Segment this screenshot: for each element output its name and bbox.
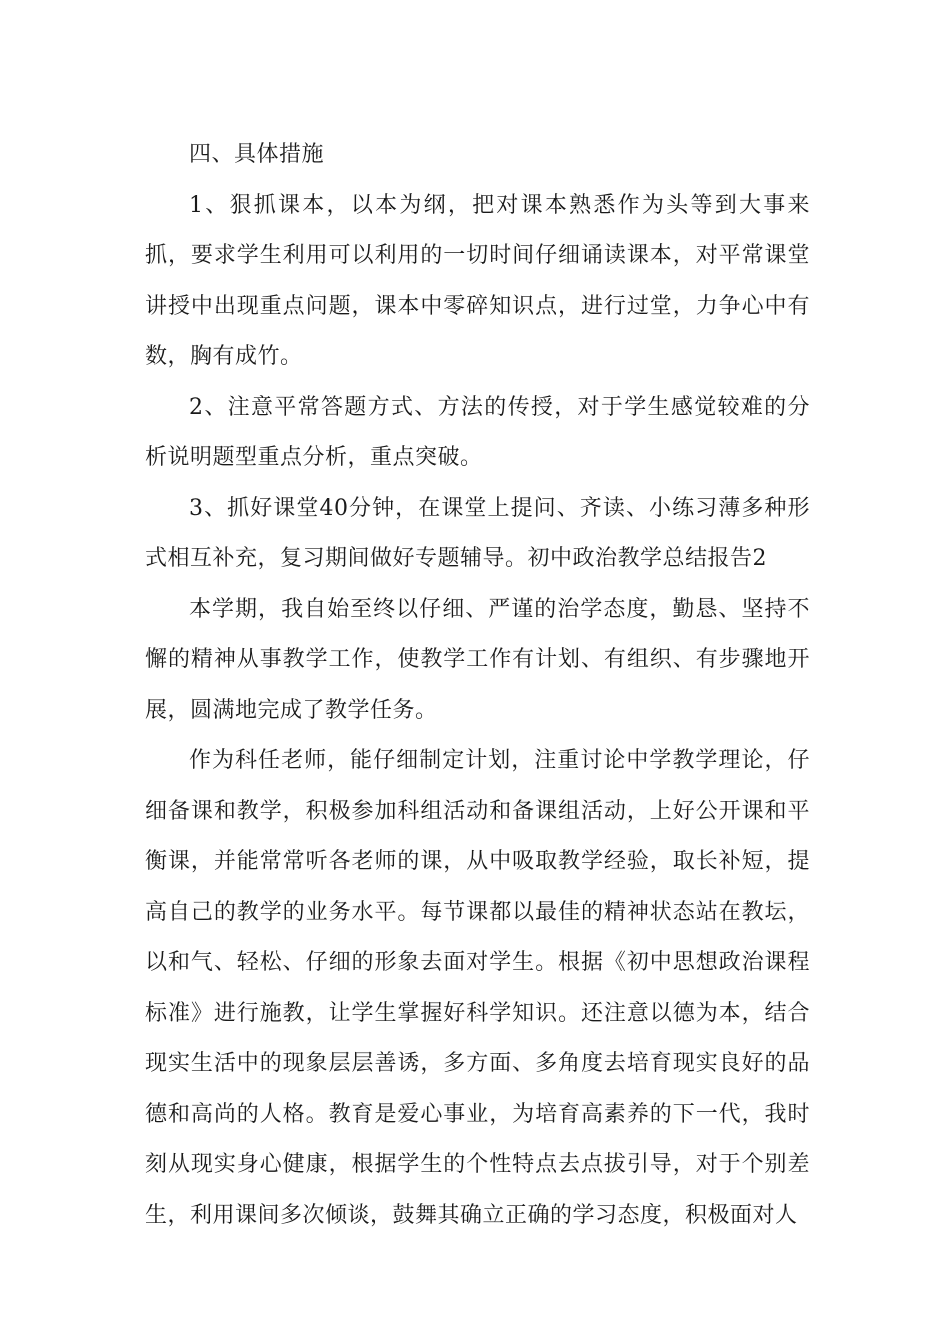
paragraph: 3、抓好课堂40分钟，在课堂上提问、齐读、小练习薄多种形式相互补充，复习期间做好专题辅导。初中政治教学总结报告2: [145, 495, 810, 571]
paragraph: 1、狠抓课本，以本为纲，把对课本熟悉作为头等到大事来抓，要求学生利用可以利用的一切时间仔细诵读课本，对平常课堂讲授中出现重点问题，课本中零碎知识点，进行过堂，力争心中有数，胸有成竹。: [145, 192, 810, 369]
document-body: [145, 130, 810, 1241]
paragraph: 2、注意平常答题方式、方法的传授，对于学生感觉较难的分析说明题型重点分析，重点突破。: [145, 394, 810, 470]
section-heading: 四、具体措施: [189, 142, 325, 167]
paragraph: 本学期，我自始至终以仔细、严谨的治学态度，勤恳、坚持不懈的精神从事教学工作，使教学工作有计划、有组织、有步骤地开展，圆满地完成了教学任务。: [145, 596, 810, 723]
paragraph: 作为科任老师，能仔细制定计划，注重讨论中学教学理论，仔细备课和教学，积极参加科组活动和备课组活动，上好公开课和平衡课，并能常常听各老师的课，从中吸取教学经验，取长补短，提高自己的教学的业务水平。每节课都以最佳的精神状态站在教坛，以和气、轻松、仔细的形象去面对学生。根据《初中思想政治课程标准》进行施教，让学生掌握好科学知识。还注意以德为本，结合现实生活中的现象层层善诱，多方面、多角度去培育现实良好的品德和高尚的人格。教育是爱心事业，为培育高素养的下一代，我时刻从现实身心健康，根据学生的个性特点去点拔引导，对于个别差生，利用课间多次倾谈，鼓舞其确立正确的学习态度，积极面对人: [145, 748, 810, 1228]
